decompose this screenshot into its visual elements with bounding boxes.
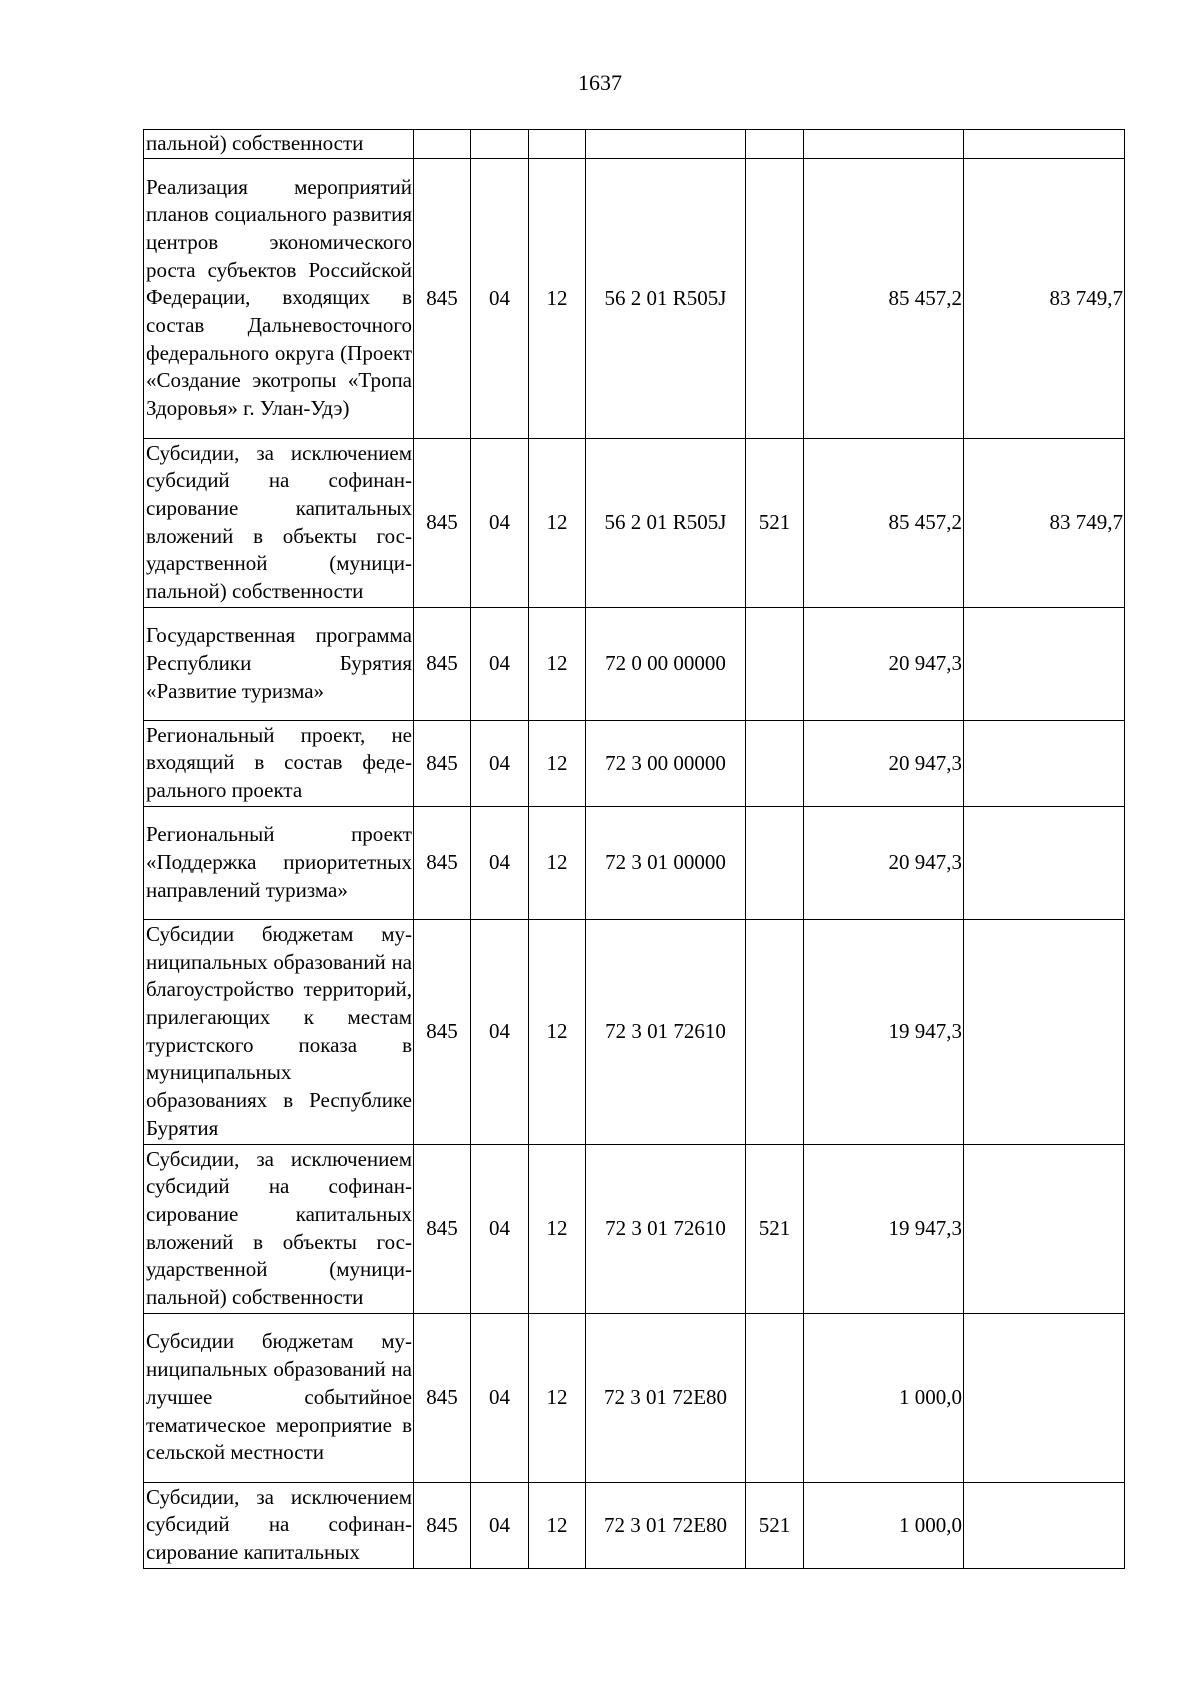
row-name: Субсидии бюджетам муниципальных образований на благоустройство территорий, прилегающих к местам туристского показа в муниципальных образованиях в Республике Бурятия	[144, 919, 414, 1144]
subsection-code: 12	[529, 1482, 586, 1568]
ministry-code: 845	[414, 1313, 471, 1482]
subsection-code: 12	[529, 806, 586, 919]
target-code	[586, 130, 746, 159]
section-code: 04	[471, 720, 529, 806]
ministry-code: 845	[414, 919, 471, 1144]
ministry-code	[414, 130, 471, 159]
target-code: 56 2 01 R505J	[586, 158, 746, 438]
row-name: Региональный проект, не входящий в состав федерального проекта	[144, 720, 414, 806]
subsection-code: 12	[529, 919, 586, 1144]
amount-year-2	[964, 1144, 1125, 1313]
row-name: Субсидии, за исключением субсидий на софинансирование капитальных вложений в объекты государственной (муниципальной) собственности	[144, 438, 414, 607]
amount-year-1	[804, 130, 964, 159]
row-name: Региональный проект «Поддержка приоритетных направлений туризма»	[144, 806, 414, 919]
subsection-code: 12	[529, 158, 586, 438]
table-row	[144, 1144, 1125, 1313]
ministry-code: 845	[414, 438, 471, 607]
ministry-code: 845	[414, 607, 471, 720]
amount-year-2	[964, 1482, 1125, 1568]
expense-code	[746, 1313, 804, 1482]
section-code: 04	[471, 158, 529, 438]
amount-year-2: 83 749,7	[964, 438, 1125, 607]
target-code: 72 3 01 72Е80	[586, 1482, 746, 1568]
table-row	[144, 438, 1125, 607]
amount-year-2: 83 749,7	[964, 158, 1125, 438]
amount-year-1: 1 000,0	[804, 1313, 964, 1482]
table-row	[144, 607, 1125, 720]
amount-year-2	[964, 919, 1125, 1144]
ministry-code: 845	[414, 806, 471, 919]
row-name: Субсидии, за исключением субсидий на софинансирование капитальных	[144, 1482, 414, 1568]
amount-year-1: 1 000,0	[804, 1482, 964, 1568]
ministry-code: 845	[414, 720, 471, 806]
ministry-code: 845	[414, 1482, 471, 1568]
page-number: 1637	[578, 70, 622, 95]
table-row	[144, 1313, 1125, 1482]
amount-year-1: 19 947,3	[804, 919, 964, 1144]
section-code: 04	[471, 919, 529, 1144]
expense-code: 521	[746, 438, 804, 607]
section-code	[471, 130, 529, 159]
target-code: 56 2 01 R505J	[586, 438, 746, 607]
section-code: 04	[471, 806, 529, 919]
expense-code: 521	[746, 1482, 804, 1568]
row-name: Государственная программа Республики Бурятия «Развитие туризма»	[144, 607, 414, 720]
row-name: Субсидии бюджетам муниципальных образований на лучшее событийное тематическое мероприятие в сельской местности	[144, 1313, 414, 1482]
row-name: Субсидии, за исключением субсидий на софинансирование капитальных вложений в объекты государственной (муниципальной) собственности	[144, 1144, 414, 1313]
subsection-code	[529, 130, 586, 159]
expense-code	[746, 919, 804, 1144]
target-code: 72 3 01 72610	[586, 919, 746, 1144]
expense-code	[746, 130, 804, 159]
expense-code: 521	[746, 1144, 804, 1313]
amount-year-2	[964, 806, 1125, 919]
amount-year-1: 85 457,2	[804, 438, 964, 607]
section-code: 04	[471, 607, 529, 720]
amount-year-1: 20 947,3	[804, 720, 964, 806]
table-row	[144, 130, 1125, 159]
section-code: 04	[471, 438, 529, 607]
row-name: Реализация мероприятий планов социального развития центров экономического роста субъектов Российской Федерации, входящих в состав Дальневосточного федерального округа (Проект «Создание экотропы «Тропа Здоровья» г. Улан-Удэ)	[144, 158, 414, 438]
table-row	[144, 720, 1125, 806]
amount-year-2	[964, 1313, 1125, 1482]
table-row	[144, 919, 1125, 1144]
subsection-code: 12	[529, 720, 586, 806]
amount-year-2	[964, 720, 1125, 806]
amount-year-1: 19 947,3	[804, 1144, 964, 1313]
subsection-code: 12	[529, 607, 586, 720]
table-row	[144, 1482, 1125, 1568]
expense-code	[746, 806, 804, 919]
amount-year-1: 85 457,2	[804, 158, 964, 438]
target-code: 72 3 01 00000	[586, 806, 746, 919]
expense-code	[746, 607, 804, 720]
section-code: 04	[471, 1144, 529, 1313]
section-code: 04	[471, 1313, 529, 1482]
amount-year-2	[964, 607, 1125, 720]
amount-year-2	[964, 130, 1125, 159]
amount-year-1: 20 947,3	[804, 607, 964, 720]
subsection-code: 12	[529, 1313, 586, 1482]
target-code: 72 3 01 72610	[586, 1144, 746, 1313]
table-row	[144, 158, 1125, 438]
subsection-code: 12	[529, 438, 586, 607]
ministry-code: 845	[414, 1144, 471, 1313]
subsection-code: 12	[529, 1144, 586, 1313]
section-code: 04	[471, 1482, 529, 1568]
target-code: 72 0 00 00000	[586, 607, 746, 720]
expense-code	[746, 158, 804, 438]
amount-year-1: 20 947,3	[804, 806, 964, 919]
budget-table	[143, 129, 1125, 1569]
table-row	[144, 806, 1125, 919]
expense-code	[746, 720, 804, 806]
target-code: 72 3 00 00000	[586, 720, 746, 806]
row-name: пальной) собственности	[144, 130, 414, 159]
target-code: 72 3 01 72Е80	[586, 1313, 746, 1482]
ministry-code: 845	[414, 158, 471, 438]
